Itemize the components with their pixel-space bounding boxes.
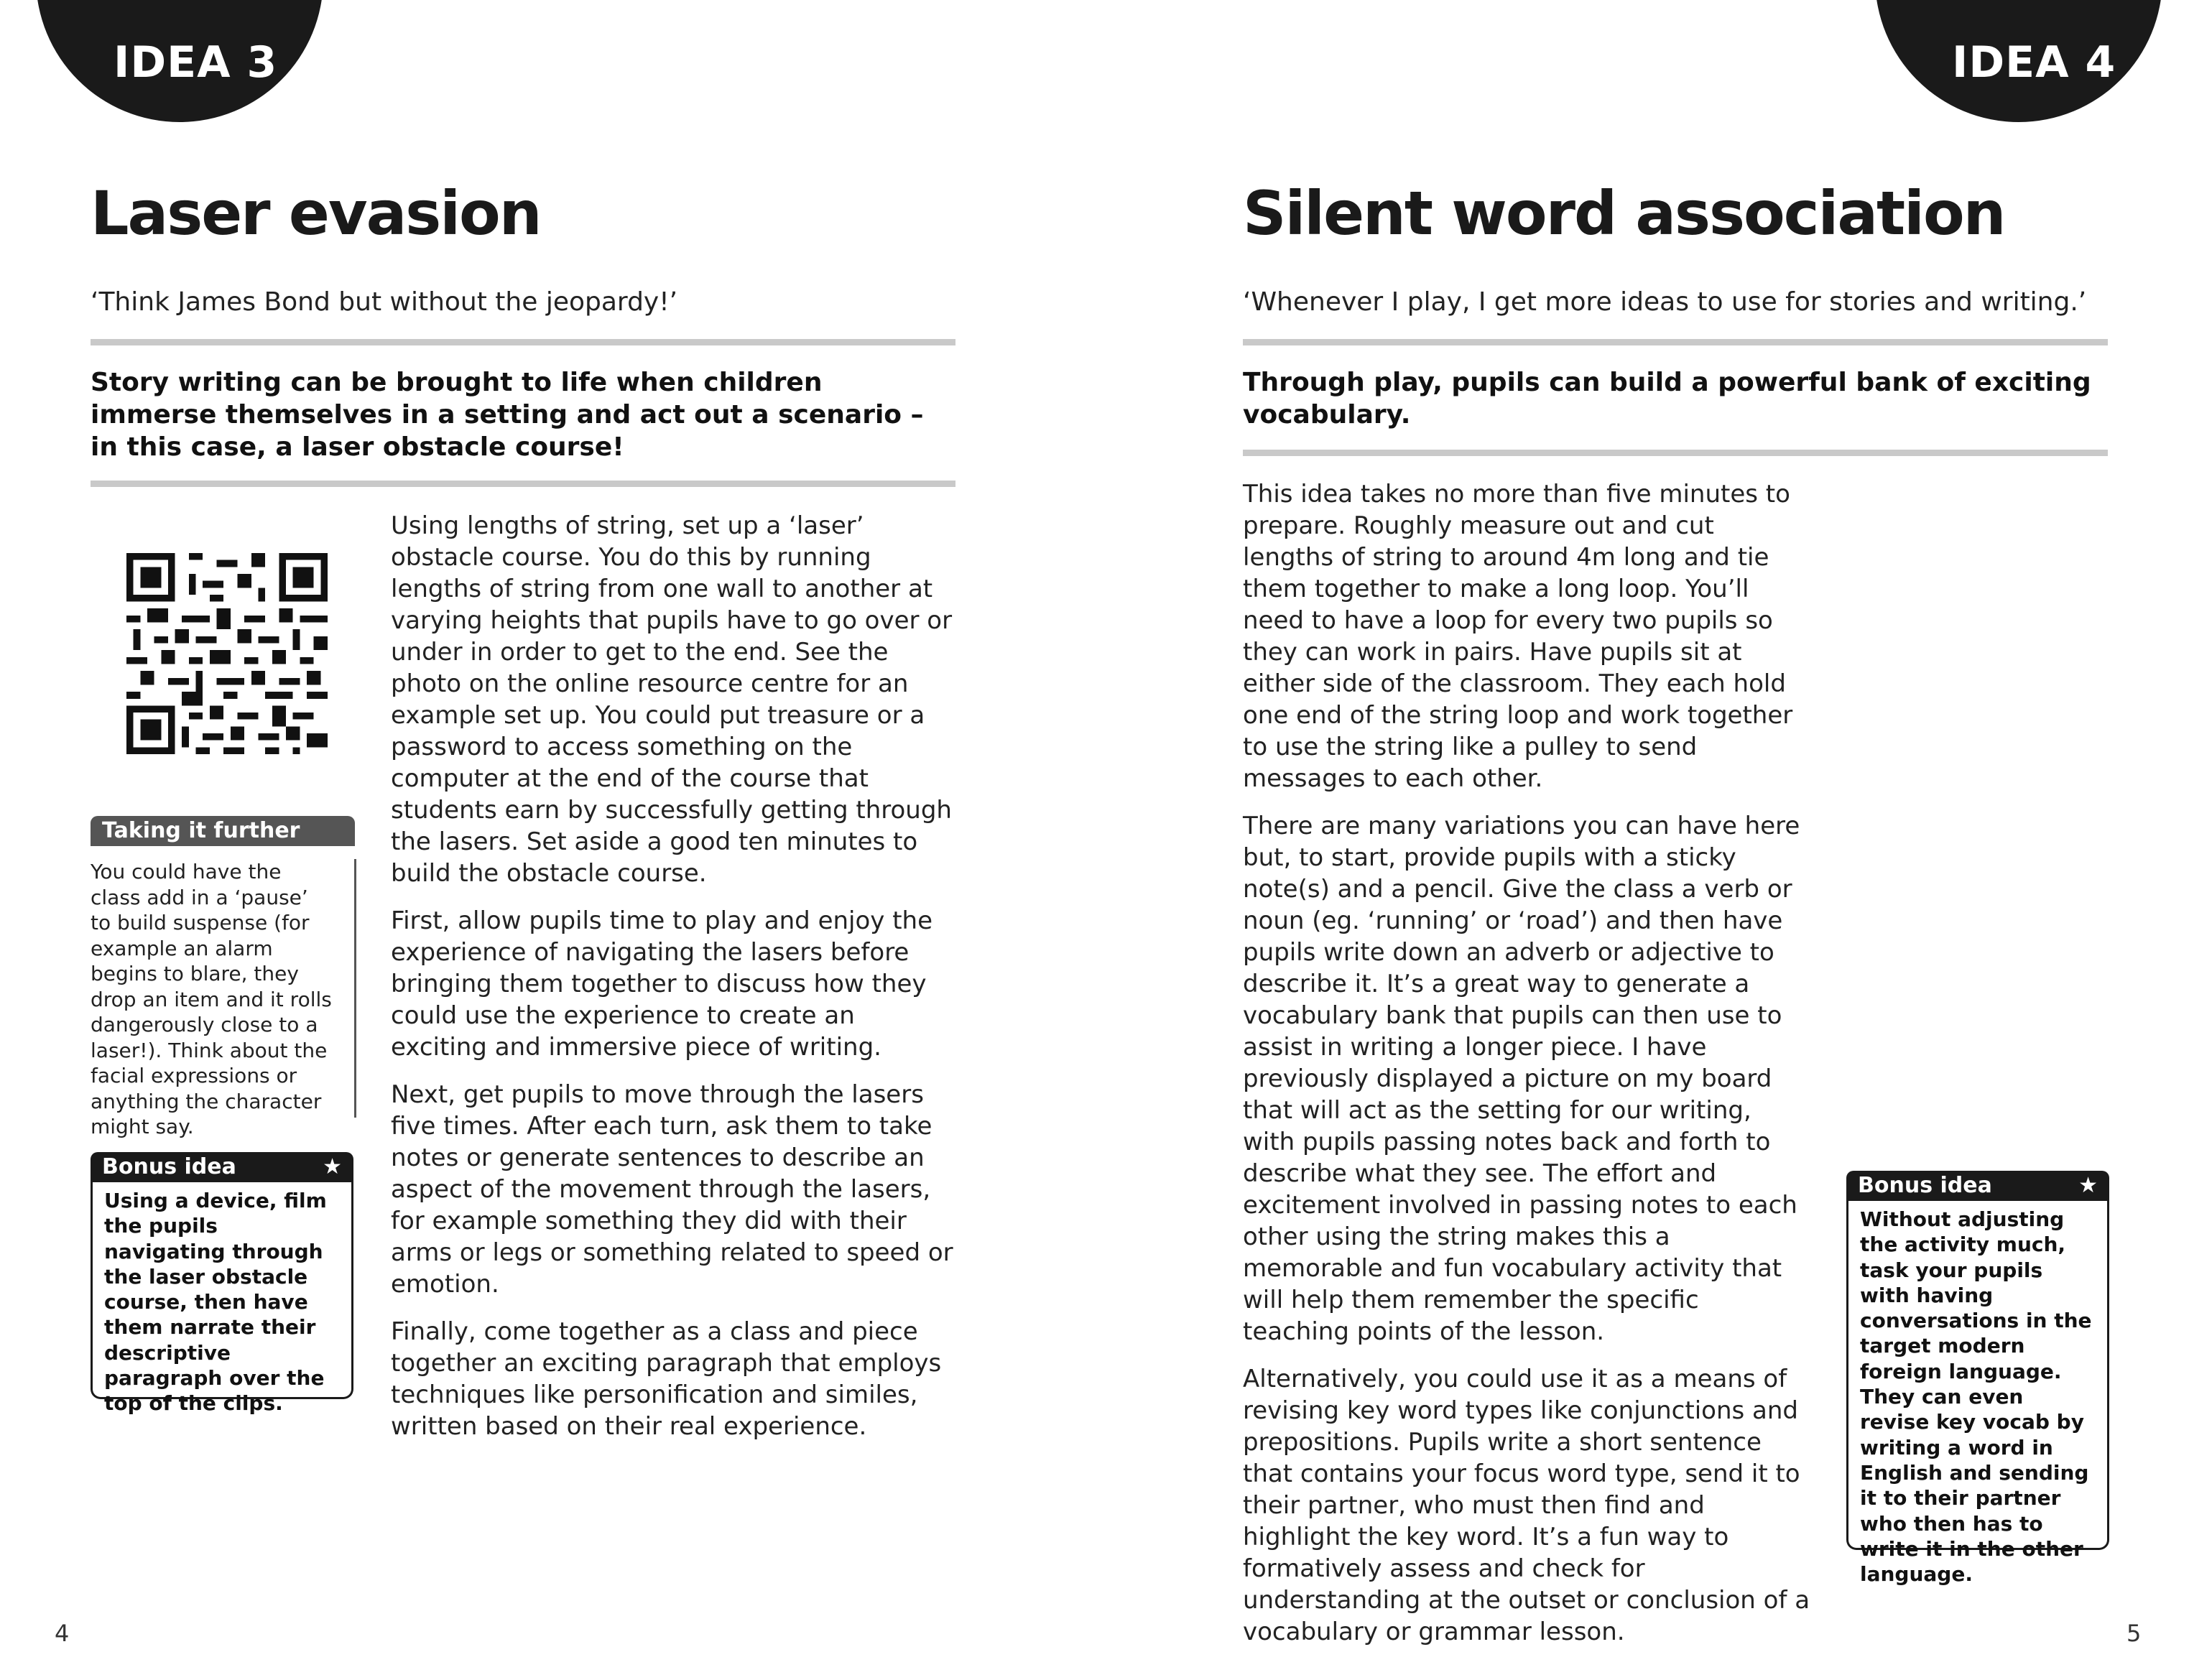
page-number: 4 [55, 1620, 70, 1647]
star-icon: ★ [323, 1154, 342, 1179]
lead-text: Story writing can be brought to life when children immerse themselves in a setting and act out a scenario – in this case, a laser obstacle course! [91, 368, 924, 462]
quote: ‘Whenever I play, I get more ideas to use for stories and writing.’ [1243, 287, 2087, 317]
paragraph: This idea takes no more than five minutes to prepare. Roughly measure out and cut lengths of string to around 4m long and tie them together to make a long loop. You’ll need to have a loop for every two pupils so they can work in pairs. Have pupils sit at either side of the classroom. They each hold one end of the string loop and work together to use the string like a pulley to send messages to each other. [1243, 480, 1793, 793]
paragraph: Alternatively, you could use it as a means of revising key word types like conjunctions and prepositions. Pupils write a short sentence that contains your focus word type, send it to their partner, who must then find and highlight the key word. It’s a fun way to formatively assess and check for understanding at the outset or conclusion of a vocabulary or grammar lesson. [1243, 1365, 1810, 1646]
body-text [1243, 478, 1810, 1663]
bonus-idea-label: Bonus idea [1858, 1173, 1992, 1198]
bonus-idea-heading [1846, 1171, 2109, 1201]
divider [1243, 450, 2108, 456]
lead-text: Through play, pupils can build a powerful bank of exciting vocabulary. [1243, 368, 2091, 430]
idea-label: IDEA 3 [114, 37, 278, 88]
taking-further-text: You could have the class add in a ‘pause’ to build suspense (for example an alarm begins to blare, they drop an item and it rolls dangerously close to a laser!). Think about the facial expressions or anything the character might say. [91, 859, 356, 1118]
body-text [391, 510, 958, 1458]
paragraph: Using lengths of string, set up a ‘laser’ obstacle course. You do this by running lengths of string from one wall to another at varying heights that pupils have to go over or under in order to get to the end. See the photo on the online resource centre for an example set up. You could put treasure or a password to access something on the computer at the end of the course that students earn by successfully getting through the lasers. Set aside a good ten minutes to build the obstacle course. [391, 511, 953, 888]
bonus-idea-text: Using a device, film the pupils navigating through the laser obstacle course, then have them narrate their descriptive paragraph over the top of the clips. [91, 1182, 353, 1399]
divider [1243, 339, 2108, 345]
quote: ‘Think James Bond but without the jeopardy!’ [91, 287, 678, 317]
divider [91, 481, 955, 487]
page-number: 5 [2126, 1620, 2142, 1647]
bonus-idea-text: Without adjusting the activity much, task your pupils with having conversations in the target modern foreign language. They can even revise key vocab by writing a word in English and sending it to their partner who then has to write it in the other language. [1846, 1201, 2109, 1550]
paragraph: There are many variations you can have here but, to start, provide pupils with a sticky note(s) and a pencil. Give the class a verb or noun (eg. ‘running’ or ‘road’) and then have pupils write down an adverb or adjective to describe it. It’s a great way to generate a vocabulary bank that pupils can then use to assist in writing a longer piece. I have previously displayed a picture on my board that will act as the setting for our writing, with pupils passing notes back and forth to describe what they see. The effort and excitement involved in passing notes to each other using the string makes this a memorable and fun vocabulary activity that will help them remember the specific teaching points of the lesson. [1243, 812, 1800, 1346]
taking-further-heading: Taking it further [91, 816, 355, 846]
paragraph: Next, get pupils to move through the lasers five times. After each turn, ask them to take notes or generate sentences to describe an aspect of the movement through the lasers, for example something they did with their arms or legs or something related to speed or emotion. [391, 1080, 953, 1299]
star-icon: ★ [2078, 1173, 2098, 1198]
bonus-idea-label: Bonus idea [102, 1154, 236, 1179]
qr-code[interactable] [126, 553, 328, 754]
divider [91, 339, 955, 345]
page-title: Silent word association [1243, 178, 2005, 249]
paragraph: First, allow pupils time to play and enjoy the experience of navigating the lasers before bringing them together to discuss how they could use the experience to create an exciting and immersive piece of writing. [391, 906, 933, 1062]
idea-label: IDEA 4 [1952, 37, 2116, 88]
bonus-idea-heading [91, 1152, 353, 1182]
page-title: Laser evasion [91, 178, 541, 249]
paragraph: Finally, come together as a class and piece together an exciting paragraph that employs techniques like personification and similes, written based on their real experience. [391, 1317, 942, 1441]
